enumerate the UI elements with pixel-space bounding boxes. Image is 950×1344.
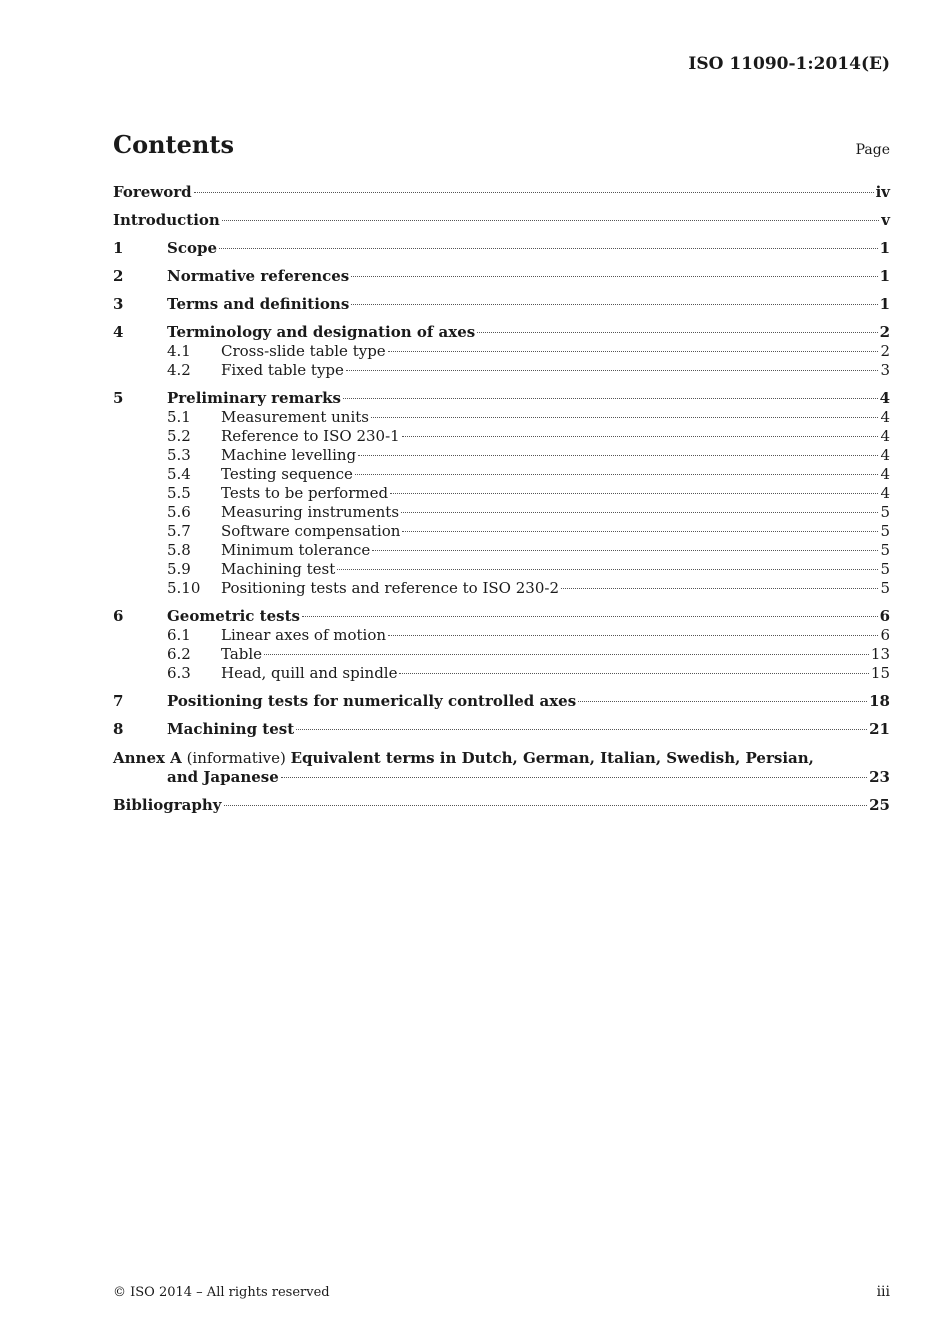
toc-entry-subsection-5-5[interactable] <box>113 484 890 503</box>
toc-entry-subsection-4-1[interactable] <box>113 342 890 361</box>
toc-entry-page: 2 <box>880 342 890 360</box>
toc-entry-number: 5.9 <box>167 560 191 578</box>
toc-entry-page: 4 <box>880 427 890 445</box>
toc-entry-title: Positioning tests for numerically controlled axes <box>167 692 577 710</box>
toc-entry-title: Linear axes of motion <box>221 626 387 644</box>
toc-entry-section-3[interactable] <box>113 295 890 314</box>
toc-entry-number: 6.3 <box>167 664 191 682</box>
toc-entry-number: 4.1 <box>167 342 191 360</box>
toc-entry-subsection-6-3[interactable] <box>113 664 890 683</box>
toc-entry-number: 4 <box>113 323 124 341</box>
dot-leader <box>296 729 867 730</box>
dot-leader <box>401 512 878 513</box>
toc-entry-page: 5 <box>880 541 890 559</box>
toc-entry-title: Reference to ISO 230-1 <box>221 427 400 445</box>
toc-entry-section-7[interactable] <box>113 692 890 711</box>
dot-leader <box>477 332 877 333</box>
dot-leader <box>388 351 879 352</box>
toc-entry-subsection-5-3[interactable] <box>113 446 890 465</box>
dot-leader <box>355 474 879 475</box>
toc-entry-number: 6 <box>113 607 124 625</box>
page-column-label: Page <box>855 142 890 158</box>
toc-entry-subsection-5-7[interactable] <box>113 522 890 541</box>
toc-entry-subsection-5-2[interactable] <box>113 427 890 446</box>
toc-entry-page: 1 <box>879 295 890 313</box>
dot-leader <box>399 673 868 674</box>
dot-leader <box>219 248 878 249</box>
dot-leader <box>264 654 869 655</box>
toc-entry-section-6[interactable] <box>113 607 890 626</box>
toc-entry-title: Preliminary remarks <box>167 389 341 407</box>
toc-entry-page: 13 <box>870 645 890 663</box>
footer-page-number: iii <box>876 1284 890 1300</box>
toc-entry-number: 5.3 <box>167 446 191 464</box>
toc-entry-section-8[interactable] <box>113 720 890 739</box>
toc-entry-section-4[interactable] <box>113 323 890 342</box>
toc-entry-page: 4 <box>880 446 890 464</box>
toc-entry-number: 5.8 <box>167 541 191 559</box>
annex-label: Annex A <box>113 749 182 767</box>
toc-entry-number: 7 <box>113 692 124 710</box>
annex-title-line2: and Japanese <box>167 768 279 786</box>
dot-leader <box>222 220 879 221</box>
dot-leader <box>388 635 878 636</box>
toc-entry-number: 5.5 <box>167 484 191 502</box>
toc-entry-subsection-5-9[interactable] <box>113 560 890 579</box>
toc-entry-annex-a[interactable] <box>113 748 890 787</box>
dot-leader <box>390 493 878 494</box>
toc-entry-page: 23 <box>869 768 890 786</box>
toc-entry-title: Terminology and designation of axes <box>167 323 476 341</box>
table-of-contents <box>113 183 890 815</box>
toc-entry-number: 4.2 <box>167 361 191 379</box>
toc-entry-title: Head, quill and spindle <box>221 664 398 682</box>
toc-entry-foreword[interactable] <box>113 183 890 202</box>
toc-entry-section-1[interactable] <box>113 239 890 258</box>
toc-entry-title: Cross-slide table type <box>221 342 386 360</box>
toc-entry-title: Measuring instruments <box>221 503 400 521</box>
dot-leader <box>346 370 879 371</box>
toc-entry-title: Machining test <box>167 720 295 738</box>
annex-type: (informative) <box>186 749 286 767</box>
toc-entry-page: 1 <box>879 239 890 257</box>
toc-entry-page: 5 <box>880 560 890 578</box>
toc-entry-number: 6.1 <box>167 626 191 644</box>
dot-leader <box>578 701 867 702</box>
dot-leader <box>281 777 867 778</box>
toc-entry-page: 4 <box>880 465 890 483</box>
toc-entry-page: iv <box>875 183 890 201</box>
toc-entry-title: Minimum tolerance <box>221 541 371 559</box>
dot-leader <box>224 805 868 806</box>
toc-entry-introduction[interactable] <box>113 211 890 230</box>
toc-entry-page: 1 <box>879 267 890 285</box>
toc-entry-title: Software compensation <box>221 522 401 540</box>
toc-entry-subsection-4-2[interactable] <box>113 361 890 380</box>
dot-leader <box>343 398 878 399</box>
toc-entry-title: Bibliography <box>113 796 222 814</box>
toc-entry-subsection-5-10[interactable] <box>113 579 890 598</box>
toc-entry-number: 5.4 <box>167 465 191 483</box>
toc-entry-title: Geometric tests <box>167 607 300 625</box>
toc-entry-page: 5 <box>880 579 890 597</box>
toc-entry-title: Normative references <box>167 267 350 285</box>
toc-entry-number: 5.2 <box>167 427 191 445</box>
annex-title-line1: Equivalent terms in Dutch, German, Italian, Swedish, Persian, <box>290 749 814 767</box>
contents-title: Contents <box>113 130 234 159</box>
toc-entry-title: Positioning tests and reference to ISO 230-2 <box>221 579 559 597</box>
dot-leader <box>302 616 878 617</box>
dot-leader <box>402 436 879 437</box>
toc-entry-section-5[interactable] <box>113 389 890 408</box>
toc-entry-number: 5 <box>113 389 124 407</box>
toc-entry-number: 6.2 <box>167 645 191 663</box>
toc-entry-subsection-5-4[interactable] <box>113 465 890 484</box>
toc-entry-number: 8 <box>113 720 124 738</box>
toc-entry-page: 18 <box>869 692 890 710</box>
dot-leader <box>351 276 877 277</box>
toc-entry-page: 3 <box>880 361 890 379</box>
document-id-header: ISO 11090-1:2014(E) <box>688 54 890 74</box>
toc-entry-title: Measurement units <box>221 408 369 426</box>
toc-entry-title: Machine levelling <box>221 446 357 464</box>
toc-entry-page: 6 <box>879 607 890 625</box>
toc-entry-subsection-6-2[interactable] <box>113 645 890 664</box>
toc-entry-number: 2 <box>113 267 124 285</box>
toc-entry-title: Fixed table type <box>221 361 344 379</box>
toc-entry-page: 6 <box>880 626 890 644</box>
dot-leader <box>337 569 878 570</box>
toc-entry-title: Tests to be performed <box>221 484 389 502</box>
toc-entry-title: Table <box>221 645 263 663</box>
dot-leader <box>371 417 878 418</box>
toc-entry-subsection-5-1[interactable] <box>113 408 890 427</box>
toc-entry-number: 3 <box>113 295 124 313</box>
dot-leader <box>402 531 878 532</box>
toc-entry-title: Terms and definitions <box>167 295 350 313</box>
toc-entry-title: Introduction <box>113 211 220 229</box>
toc-entry-section-2[interactable] <box>113 267 890 286</box>
footer-copyright: © ISO 2014 – All rights reserved <box>113 1285 330 1300</box>
dot-leader <box>351 304 877 305</box>
toc-entry-page: 4 <box>880 408 890 426</box>
toc-entry-number: 5.7 <box>167 522 191 540</box>
toc-entry-page: 2 <box>879 323 890 341</box>
toc-entry-page: 15 <box>870 664 890 682</box>
toc-entry-page: 4 <box>880 484 890 502</box>
toc-entry-page: 5 <box>880 503 890 521</box>
toc-entry-number: 1 <box>113 239 124 257</box>
toc-entry-page: 4 <box>879 389 890 407</box>
dot-leader <box>561 588 878 589</box>
toc-entry-number: 5.1 <box>167 408 191 426</box>
toc-entry-page: 21 <box>869 720 890 738</box>
toc-entry-number: 5.10 <box>167 579 201 597</box>
toc-entry-subsection-5-8[interactable] <box>113 541 890 560</box>
dot-leader <box>358 455 878 456</box>
toc-sections <box>113 239 890 739</box>
dot-leader <box>194 192 874 193</box>
toc-entry-subsection-5-6[interactable] <box>113 503 890 522</box>
toc-entry-page: v <box>881 211 890 229</box>
toc-entry-title: Scope <box>167 239 218 257</box>
toc-entry-page: 5 <box>880 522 890 540</box>
toc-entry-subsection-6-1[interactable] <box>113 626 890 645</box>
toc-entry-title: Foreword <box>113 183 192 201</box>
toc-entry-page: 25 <box>869 796 890 814</box>
dot-leader <box>372 550 878 551</box>
toc-entry-title: Testing sequence <box>221 465 353 483</box>
toc-entry-number: 5.6 <box>167 503 191 521</box>
toc-entry-bibliography[interactable] <box>113 796 890 815</box>
toc-entry-title: Machining test <box>221 560 336 578</box>
